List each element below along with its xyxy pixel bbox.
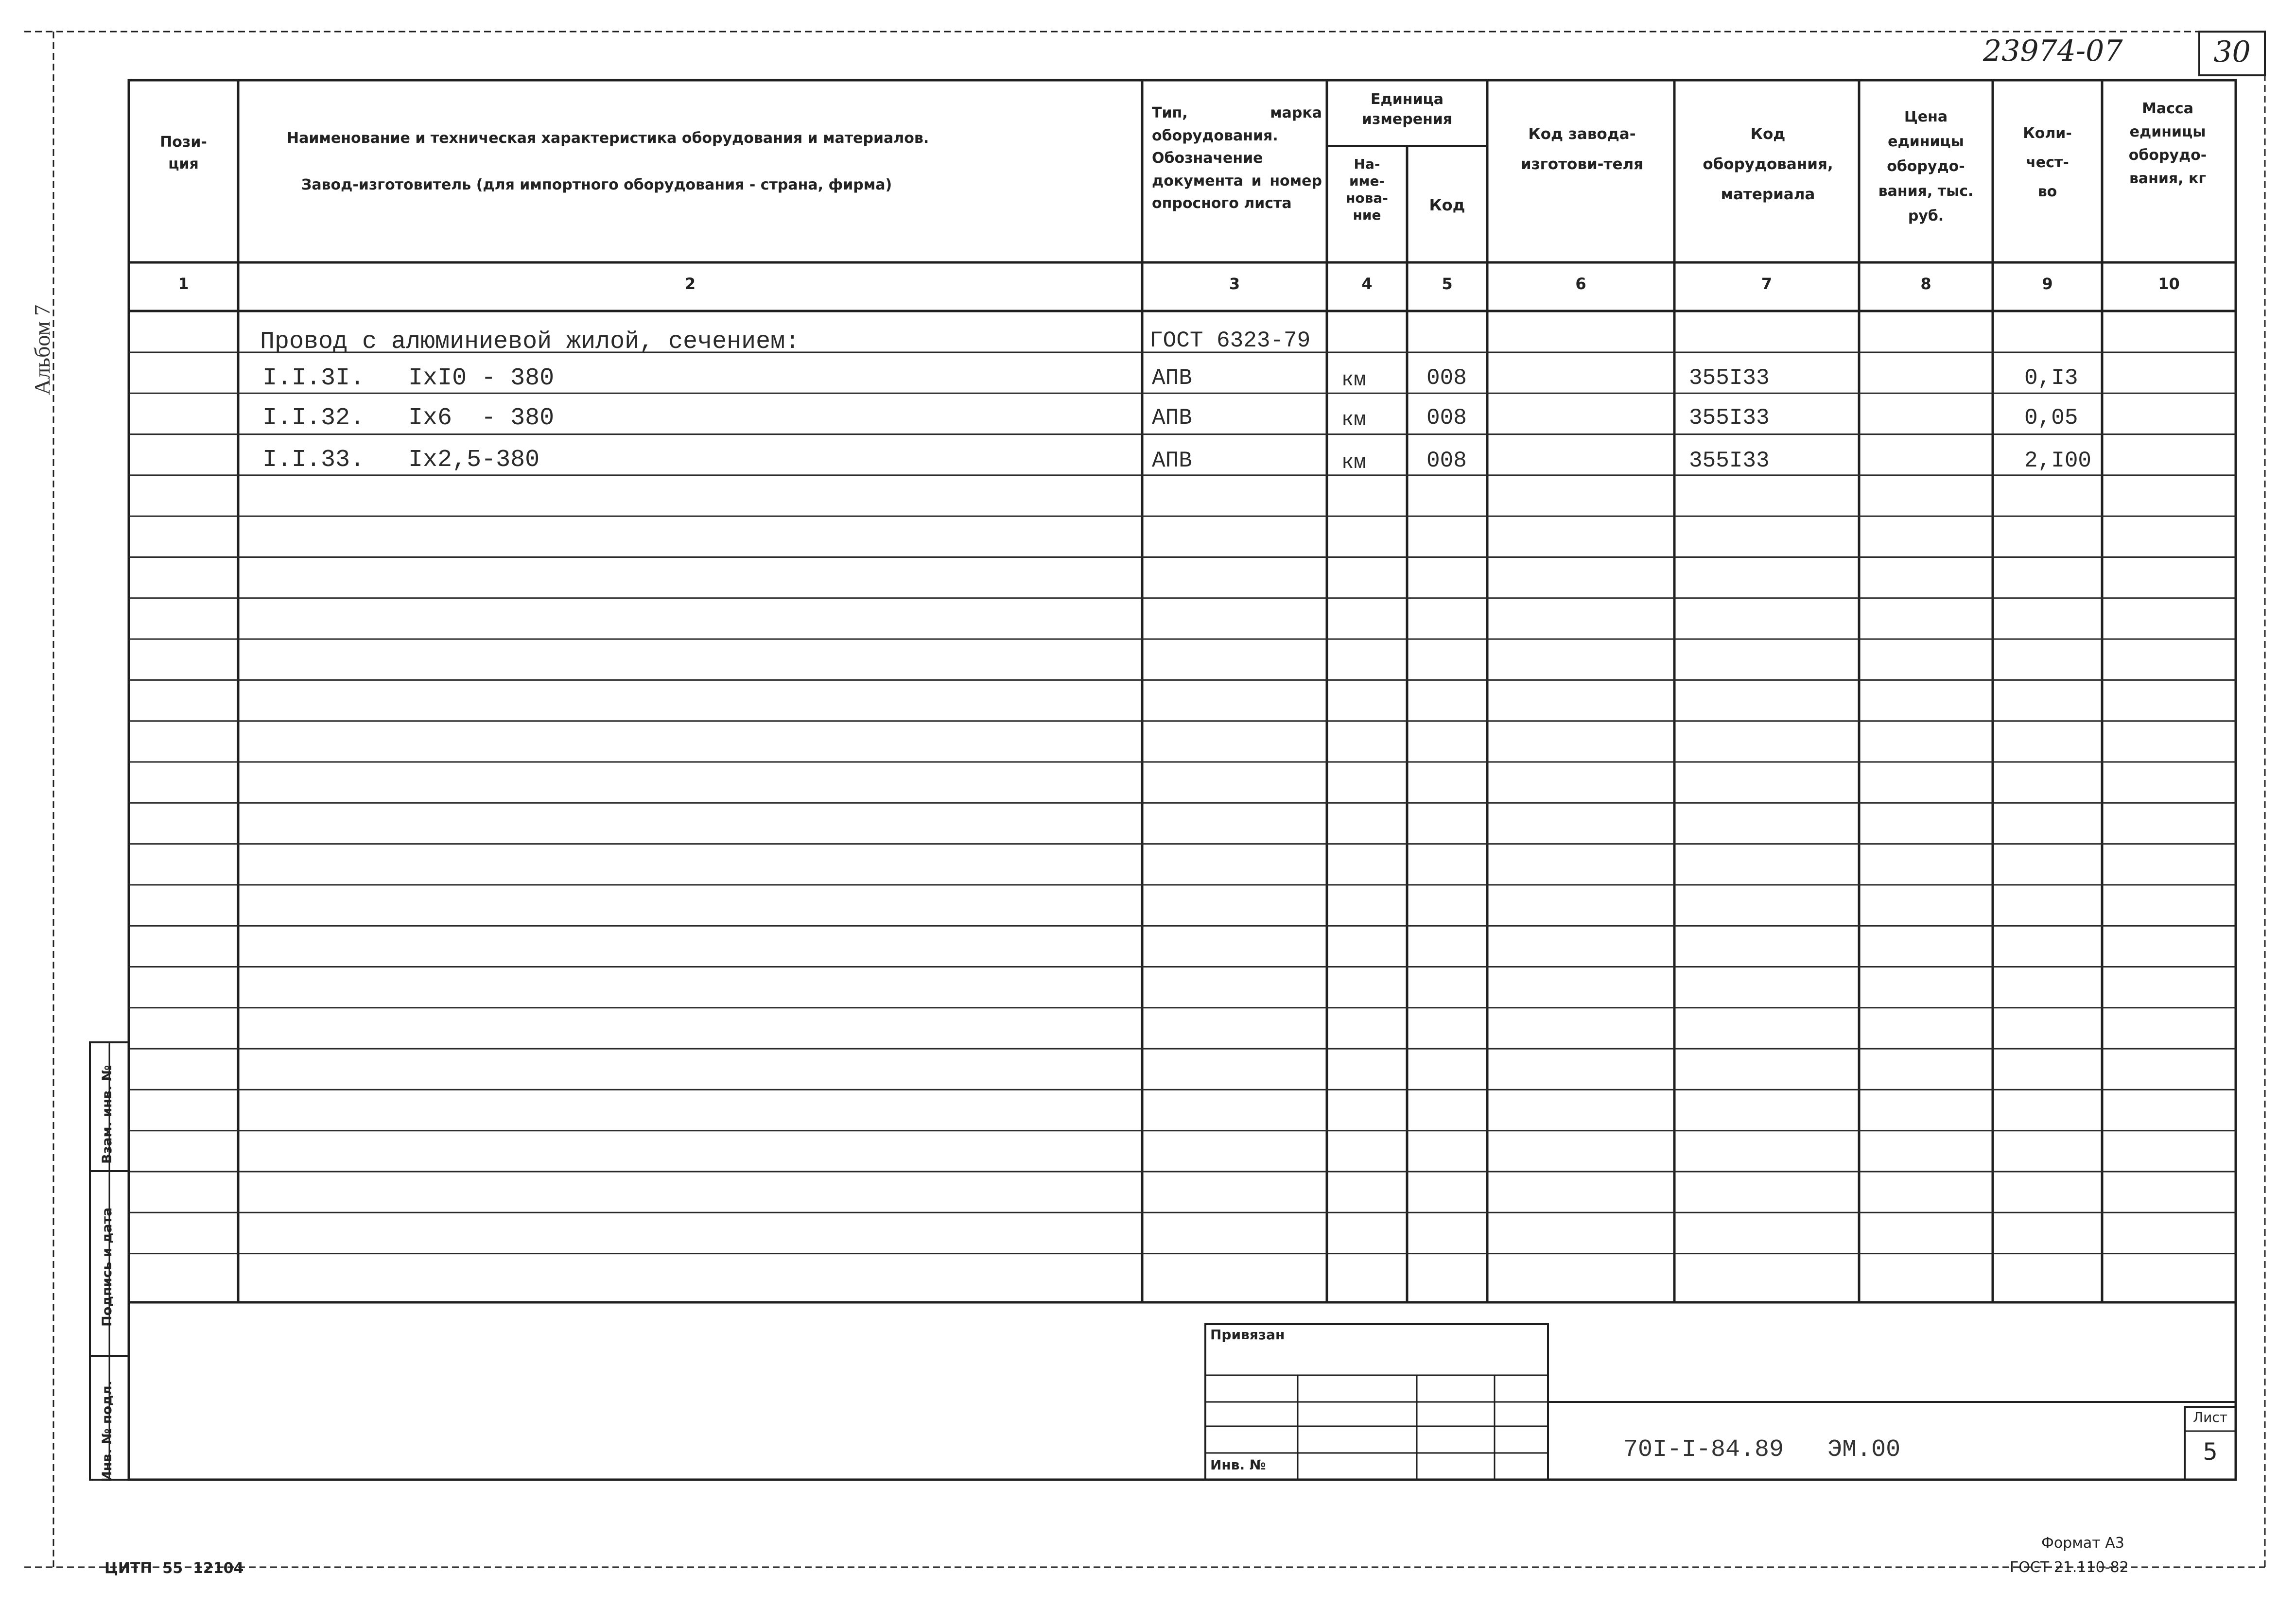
table-row-type: АПВ — [1152, 448, 1192, 473]
column-number-9: 9 — [2042, 275, 2053, 293]
sheet-number-top: 30 — [2213, 35, 2251, 69]
table-row-qty: 0,05 — [2024, 405, 2078, 431]
album-label: Альбом 7 — [30, 304, 54, 396]
column-number-10: 10 — [2158, 275, 2180, 293]
header-unit-group: Единица измерения — [1361, 91, 1453, 128]
table-row-qty: 0,I3 — [2024, 365, 2078, 391]
table-row-unit-code: 008 — [1426, 448, 1467, 473]
header-name-line1: Наименование и техническая характеристика оборудования и материалов. — [287, 130, 929, 147]
column-number-8: 8 — [1920, 275, 1931, 293]
header-position: Пози- ция — [160, 134, 207, 173]
table-row-unit-code: 008 — [1426, 365, 1467, 391]
column-number-6: 6 — [1575, 275, 1586, 293]
table-row-unit: км — [1341, 408, 1366, 432]
footer-code: ЦИТП 55 12104 — [104, 1560, 244, 1577]
table-row-qty: 2,I00 — [2024, 448, 2092, 473]
column-number-4: 4 — [1361, 275, 1373, 293]
table-row-name: I.I.3I. IxI0 - 380 — [262, 364, 555, 392]
table-row-equip-code: 355I33 — [1689, 448, 1770, 473]
table-row-unit-code: 008 — [1426, 405, 1467, 431]
title-block-sheet-label: Лист — [2193, 1409, 2227, 1425]
table-row-name: I.I.33. Ix2,5-380 — [262, 446, 540, 474]
table-row-equip-code: 355I33 — [1689, 405, 1770, 431]
column-number-2: 2 — [684, 275, 696, 293]
table-row-unit: км — [1341, 451, 1366, 474]
stamp-inv-podl: Инв. № подл. — [100, 1381, 115, 1482]
table-row-unit: км — [1341, 368, 1366, 392]
column-number-5: 5 — [1442, 275, 1453, 293]
column-number-7: 7 — [1761, 275, 1773, 293]
table-row-type: АПВ — [1152, 365, 1192, 391]
header-quantity: Коли- чест- во — [2023, 125, 2072, 200]
table-row-equip-code: 355I33 — [1689, 365, 1770, 391]
header-price: Цена единицы оборудо-вания, тыс. руб. — [1878, 108, 1974, 225]
table-row-type: ГОСТ 6323-79 — [1149, 328, 1311, 353]
column-number-1: 1 — [178, 275, 189, 293]
stamp-vzam-inv: Взам. инв. № — [100, 1065, 115, 1164]
table-row-type: АПВ — [1152, 405, 1192, 431]
stamp-podpis-data: Подпись и дата — [100, 1207, 115, 1327]
header-maker-code: Код завода-изготови-теля — [1520, 125, 1644, 173]
title-block-designation: 70I-I-84.89 ЭМ.00 — [1623, 1436, 1901, 1464]
footer-standard: ГОСТ 21.110-82 — [2010, 1559, 2129, 1576]
header-name-line2: Завод-изготовитель (для импортного оборудования - страна, фирма) — [301, 176, 892, 193]
title-block-inv-no: Инв. № — [1210, 1457, 1266, 1473]
table-row-name: Провод с алюминиевой жилой, сечением: — [260, 328, 800, 356]
footer-format: Формат А3 — [2041, 1535, 2124, 1552]
table-row-name: I.I.32. Ix6 - 380 — [262, 404, 555, 432]
title-block-privyazan: Привязан — [1210, 1327, 1285, 1343]
header-unit-name: На- име- нова- ние — [1346, 156, 1388, 223]
header-mass: Масса единицы оборудо-вания, кг — [2128, 100, 2207, 187]
header-equip-code: Код оборудования, материала — [1703, 125, 1833, 203]
header-unit-code: Код — [1429, 196, 1465, 214]
header-type: Тип, марка оборудования. Обозначение документа и номер опросного листа — [1152, 104, 1322, 212]
document-number: 23974-07 — [1983, 34, 2123, 68]
column-number-3: 3 — [1229, 275, 1240, 293]
title-block-sheet-number: 5 — [2203, 1438, 2218, 1466]
